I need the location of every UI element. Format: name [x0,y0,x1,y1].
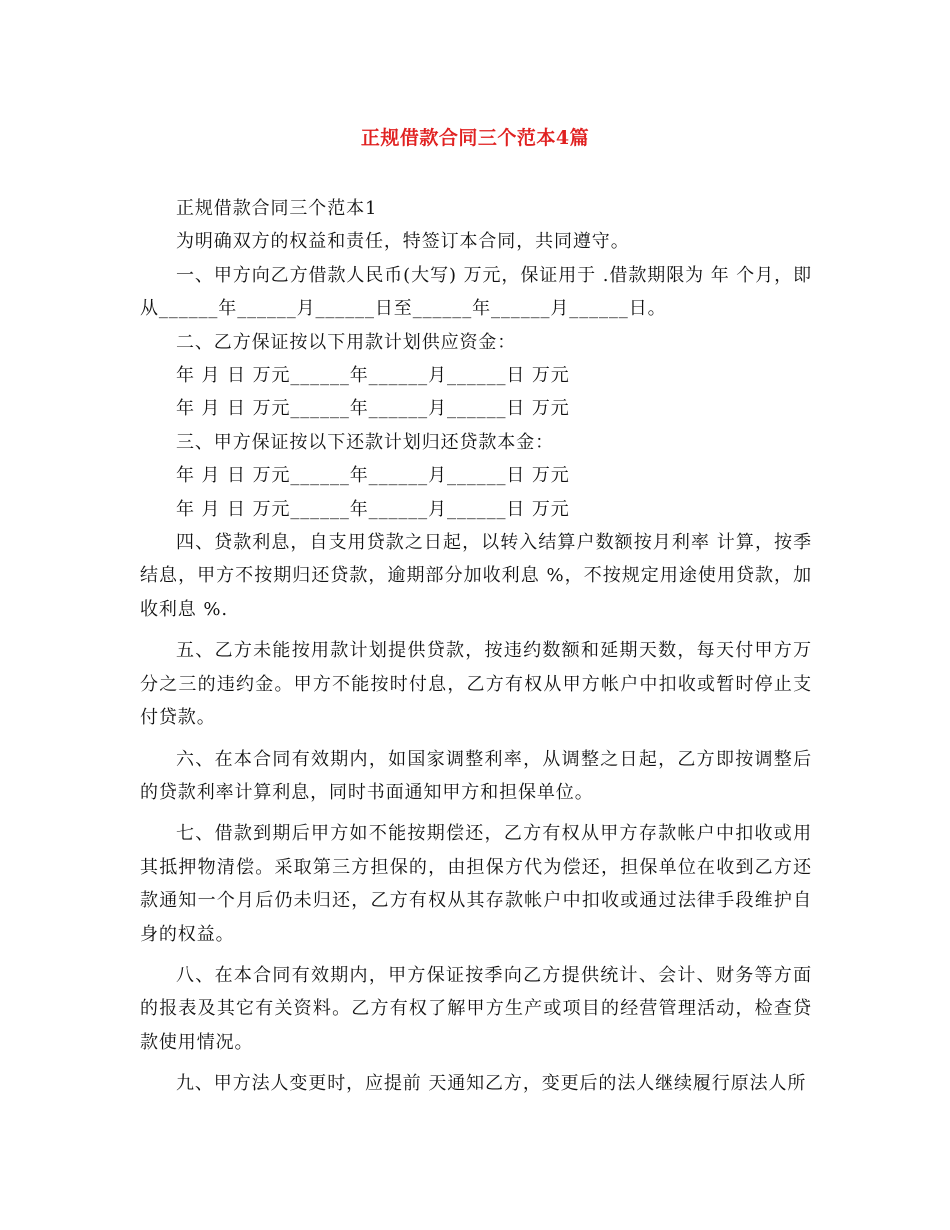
clause-7-paragraph: 七、借款到期后甲方如不能按期偿还，乙方有权从甲方存款帐户中扣收或用其抵押物清偿。采取第三方担保的，由担保方代为偿还，担保单位在收到乙方还款通知一个月后仍未归还，乙方有权从其存款帐户中扣收或通过法律手段维护自身的权益。 [140,823,812,945]
section-heading: 正规借款合同三个范本1 [176,198,378,219]
funding-schedule-row: 年 月 日 万元______年______月______日 万元 [176,398,570,420]
document-body [140,192,812,1101]
clause-3-paragraph: 三、甲方保证按以下还款计划归还贷款本金： [176,431,554,453]
clause-4-paragraph: 四、贷款利息，自支用贷款之日起，以转入结算户数额按月利率 计算，按季结息，甲方不按期归还贷款，逾期部分加收利息 %，不按规定用途使用贷款，加收利息 %. [140,532,812,620]
document-title: 正规借款合同三个范本4篇 [360,127,590,149]
clause-5-paragraph: 五、乙方未能按用款计划提供贷款，按违约数额和延期天数，每天付甲方万分之三的违约金。甲方不能按时付息，乙方有权从甲方帐户中扣收或暂时停止支付贷款。 [140,640,812,729]
clause-2-paragraph: 二、乙方保证按以下用款计划供应资金： [176,331,517,353]
repayment-schedule-row: 年 月 日 万元______年______月______日 万元 [176,465,570,487]
funding-schedule-row: 年 月 日 万元______年______月______日 万元 [176,365,570,387]
clause-1-paragraph: 一、甲方向乙方借款人民币(大写) 万元，保证用于 .借款期限为 年 个月，即从______年______月______日至______年______月______日。 [140,264,812,320]
preamble-paragraph: 为明确双方的权益和责任，特签订本合同，共同遵守。 [176,231,630,253]
repayment-schedule-row: 年 月 日 万元______年______月______日 万元 [176,498,570,520]
clause-9-paragraph: 九、甲方法人变更时，应提前 天通知乙方，变更后的法人继续履行原法人所 [176,1073,807,1095]
clause-8-paragraph: 八、在本合同有效期内，甲方保证按季向乙方提供统计、会计、财务等方面的报表及其它有关资料。乙方有权了解甲方生产或项目的经营管理活动，检查贷款使用情况。 [140,964,812,1053]
clause-6-paragraph: 六、在本合同有效期内，如国家调整利率，从调整之日起，乙方即按调整后的贷款利率计算利息，同时书面通知甲方和担保单位。 [140,748,812,803]
